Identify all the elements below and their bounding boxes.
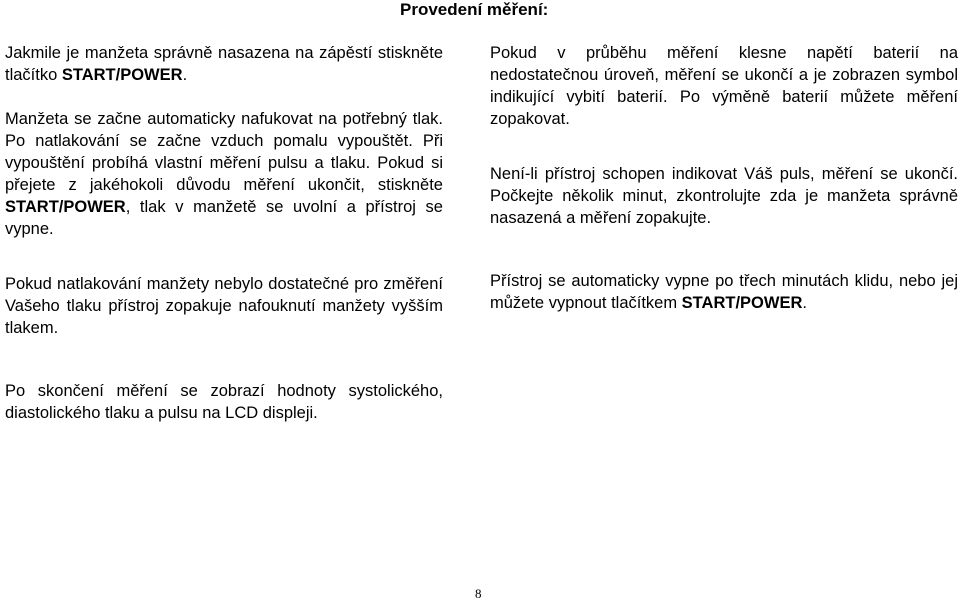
paragraph-text: , tlak v manžetě se uvolní a přístroj se vypne. [5,198,443,238]
auto-off-paragraph [490,270,958,314]
instruction-start-paragraph [5,42,443,86]
start-power-label: START/POWER [61,66,183,84]
results-paragraph: Po skončení měření se zobrazí hodnoty systolického, diastolického tlaku a pulsu na LCD displeji. [5,382,443,422]
pulse-error-paragraph: Není-li přístroj schopen indikovat Váš puls, měření se ukončí. Počkejte několik minut, zkontrolujte zda je manžeta správně nasazená a měření zopakujte. [490,165,958,227]
page-number: 8 [475,586,482,601]
inflation-paragraph [5,108,443,240]
paragraph-text: . [802,294,807,312]
start-power-label: START/POWER [681,294,803,312]
battery-paragraph: Pokud v průběhu měření klesne napětí baterií na nedostatečnou úroveň, měření se ukončí a je zobrazen symbol indikující vybití baterií. Po výměně baterií můžete měření zopakovat. [490,44,958,128]
reinflation-paragraph: Pokud natlakování manžety nebylo dostatečné pro změření Vašeho tlaku přístroj zopakuje nafouknutí manžety vyšším tlakem. [5,275,443,337]
start-power-label: START/POWER [5,198,126,216]
paragraph-text: Manžeta se začne automaticky nafukovat na potřebný tlak. Po natlakování se začne vzduch pomalu vypouštět. Při vypouštění probíhá vlastní měření pulsu a tlaku. Pokud si přejete z jakéhokoli důvodu měření ukončit, stiskněte [5,110,443,194]
page-title: Provedení měření: [400,0,549,19]
paragraph-text: Jakmile je manžeta správně nasazena na zápěstí stiskněte tlačítko [5,44,443,84]
paragraph-text: . [182,66,188,84]
paragraph-text: Přístroj se automaticky vypne po třech minutách klidu, nebo jej můžete vypnout tlačítkem [490,272,958,312]
